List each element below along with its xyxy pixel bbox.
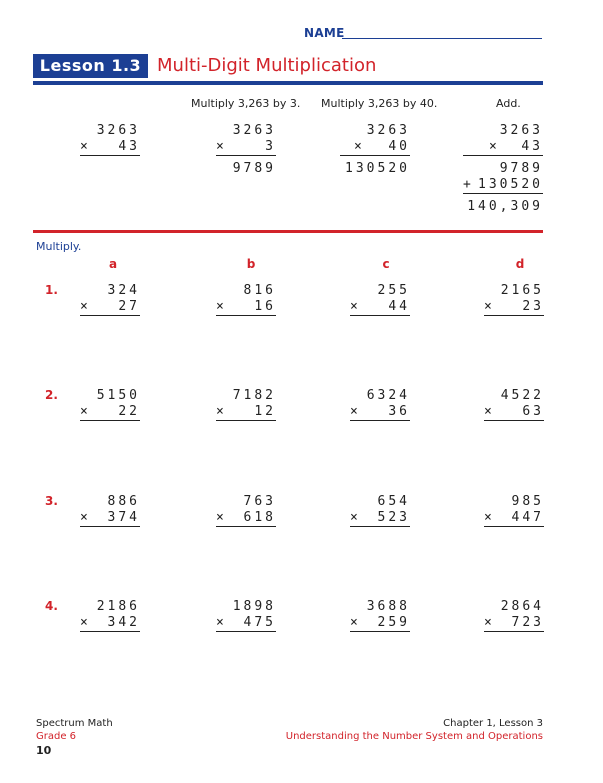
- multiplier: × 523: [350, 510, 410, 525]
- multiplier: × 259: [350, 615, 410, 630]
- problem-2b: [216, 388, 276, 421]
- multiplier: × 618: [216, 510, 276, 525]
- example-header-multiply-3: Multiply 3,263 by 3.: [191, 97, 301, 110]
- times-sign: ×: [484, 615, 492, 630]
- multiplicand: 4522: [500, 388, 544, 403]
- problem-1b: [216, 283, 276, 316]
- footer-unit: Understanding the Number System and Operations: [285, 731, 543, 742]
- example-top: 3263: [232, 123, 276, 138]
- multiplier: × 22: [80, 404, 140, 419]
- column-letter-d: d: [515, 257, 525, 271]
- example-problem: [80, 123, 140, 156]
- times-sign: ×: [216, 139, 224, 154]
- multiplier: × 723: [484, 615, 544, 630]
- lesson-title: Multi-Digit Multiplication: [157, 55, 377, 76]
- example-partial-2: + 130520: [463, 177, 543, 192]
- example-bottom: × 43: [463, 139, 543, 156]
- example-step-add: [463, 123, 543, 215]
- problem-3c: [350, 494, 410, 527]
- name-line: [342, 38, 542, 39]
- problem-row-label: 3.: [45, 494, 58, 508]
- example-header-add: Add.: [496, 97, 521, 110]
- problem-1c: [350, 283, 410, 316]
- multiplicand: 816: [243, 283, 276, 298]
- multiplicand: 324: [107, 283, 140, 298]
- multiplier: × 36: [350, 404, 410, 419]
- example-top: 3263: [499, 123, 543, 138]
- times-sign: ×: [484, 404, 492, 419]
- example-step-2: [340, 123, 410, 177]
- footer-grade: Grade 6: [36, 731, 77, 742]
- times-sign: ×: [216, 404, 224, 419]
- multiplier: × 475: [216, 615, 276, 630]
- times-sign: ×: [484, 299, 492, 314]
- multiplicand: 763: [243, 494, 276, 509]
- multiplier: × 447: [484, 510, 544, 525]
- problem-3a: [80, 494, 140, 527]
- multiplicand: 886: [107, 494, 140, 509]
- multiplicand: 985: [511, 494, 544, 509]
- times-sign: ×: [216, 510, 224, 525]
- times-sign: ×: [216, 615, 224, 630]
- multiplicand: 255: [377, 283, 410, 298]
- column-letter-a: a: [108, 257, 118, 271]
- example-header-multiply-40: Multiply 3,263 by 40.: [321, 97, 438, 110]
- footer-publisher: Spectrum Math: [36, 718, 113, 729]
- times-sign: ×: [350, 299, 358, 314]
- multiplicand: 1898: [232, 599, 276, 614]
- page-number: 10: [36, 744, 52, 757]
- times-sign: ×: [80, 139, 88, 154]
- multiplicand: 3688: [366, 599, 410, 614]
- example-bottom: × 40: [340, 139, 410, 156]
- example-step-1: [216, 123, 276, 177]
- multiplicand: 7182: [232, 388, 276, 403]
- multiplier: × 342: [80, 615, 140, 630]
- instructions: Multiply.: [36, 240, 82, 253]
- problem-1d: [484, 283, 544, 316]
- problem-2a: [80, 388, 140, 421]
- times-sign: ×: [80, 299, 88, 314]
- times-sign: ×: [489, 139, 497, 154]
- example-bottom: × 43: [80, 139, 140, 154]
- plus-sign: +: [463, 177, 471, 192]
- problem-4a: [80, 599, 140, 632]
- header-divider: [33, 81, 543, 85]
- problem-2d: [484, 388, 544, 421]
- column-letter-c: c: [382, 257, 390, 271]
- lesson-label: Lesson 1.3: [33, 54, 148, 78]
- times-sign: ×: [354, 139, 362, 154]
- name-label: NAME: [304, 26, 345, 40]
- section-divider: [33, 230, 543, 233]
- problem-2c: [350, 388, 410, 421]
- multiplicand: 2165: [500, 283, 544, 298]
- footer-chapter: Chapter 1, Lesson 3: [443, 718, 543, 729]
- problem-row-label: 1.: [45, 283, 58, 297]
- example-top: 3263: [96, 123, 140, 138]
- problem-3b: [216, 494, 276, 527]
- times-sign: ×: [80, 404, 88, 419]
- example-result: 130520: [345, 161, 410, 176]
- problem-4b: [216, 599, 276, 632]
- times-sign: ×: [350, 615, 358, 630]
- example-result: 9789: [232, 161, 276, 176]
- multiplier: × 27: [80, 299, 140, 314]
- problem-row-label: 2.: [45, 388, 58, 402]
- multiplier: × 44: [350, 299, 410, 314]
- multiplier: × 12: [216, 404, 276, 419]
- multiplier: × 23: [484, 299, 544, 314]
- problem-1a: [80, 283, 140, 316]
- example-bottom: × 3: [216, 139, 276, 154]
- column-letter-b: b: [246, 257, 256, 271]
- times-sign: ×: [80, 510, 88, 525]
- multiplicand: 5150: [96, 388, 140, 403]
- times-sign: ×: [216, 299, 224, 314]
- multiplicand: 2864: [500, 599, 544, 614]
- multiplier: × 63: [484, 404, 544, 419]
- multiplicand: 654: [377, 494, 410, 509]
- example-total: 140,309: [467, 199, 543, 214]
- problem-4c: [350, 599, 410, 632]
- example-partial-1: 9789: [499, 161, 543, 176]
- times-sign: ×: [350, 404, 358, 419]
- times-sign: ×: [350, 510, 358, 525]
- multiplicand: 6324: [366, 388, 410, 403]
- example-top: 3263: [366, 123, 410, 138]
- problem-4d: [484, 599, 544, 632]
- multiplier: × 374: [80, 510, 140, 525]
- multiplicand: 2186: [96, 599, 140, 614]
- problem-3d: [484, 494, 544, 527]
- problem-row-label: 4.: [45, 599, 58, 613]
- times-sign: ×: [484, 510, 492, 525]
- times-sign: ×: [80, 615, 88, 630]
- multiplier: × 16: [216, 299, 276, 314]
